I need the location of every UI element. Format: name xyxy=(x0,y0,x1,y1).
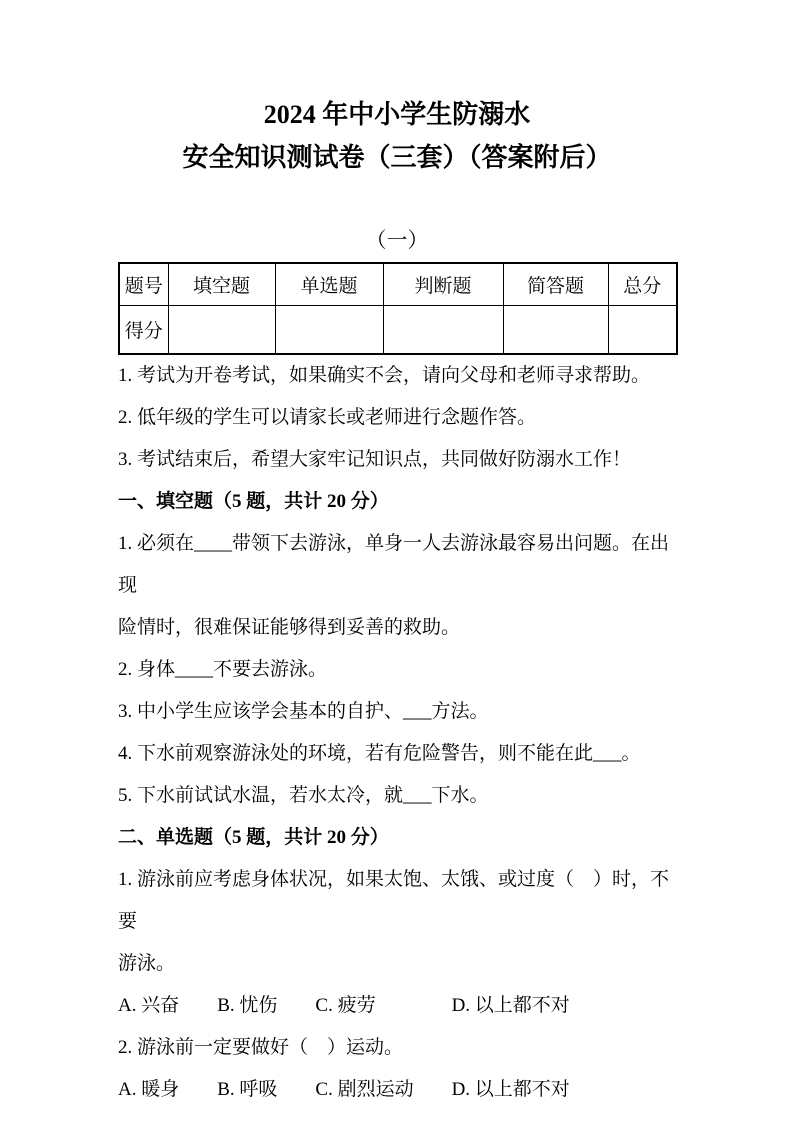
section-fill-blanks-heading: 一、填空题（5 题，共计 20 分） xyxy=(118,491,389,512)
score-table-header-question-number: 题号 xyxy=(119,263,168,305)
fill-blanks-question-4: 4. 下水前观察游泳处的环境，若有危险警告，则不能在此___。 xyxy=(118,743,641,764)
score-cell-fill-blanks xyxy=(168,305,275,354)
score-table-header-total: 总分 xyxy=(608,263,677,305)
score-table-header-fill-blanks: 填空题 xyxy=(168,263,275,305)
fill-blanks-question-1-line-1: 1. 必须在____带领下去游泳，单身一人去游泳最容易出问题。在出现 xyxy=(118,533,670,596)
section-single-choice-heading: 二、单选题（5 题，共计 20 分） xyxy=(118,827,389,848)
score-table-header-true-false: 判断题 xyxy=(383,263,503,305)
document-title-line1: 2024 年中小学生防溺水 xyxy=(263,100,531,129)
score-table-score-row xyxy=(119,305,677,354)
document-title-line2: 安全知识测试卷（三套）（答案附后） xyxy=(182,143,612,172)
score-cell-single-choice xyxy=(275,305,383,354)
fill-blanks-question-2: 2. 身体____不要去游泳。 xyxy=(118,659,328,680)
fill-blanks-question-3: 3. 中小学生应该学会基本的自护、___方法。 xyxy=(118,701,489,722)
score-table xyxy=(118,262,678,355)
score-cell-short-answer xyxy=(503,305,608,354)
exam-note-2: 2. 低年级的学生可以请家长或老师进行念题作答。 xyxy=(118,407,537,428)
single-choice-question-2: 2. 游泳前一定要做好（ ）运动。 xyxy=(118,1037,404,1058)
single-choice-question-1-options: A. 兴奋 B. 忧伤 C. 疲劳 D. 以上都不对 xyxy=(118,995,570,1016)
score-cell-total xyxy=(608,305,677,354)
score-cell-true-false xyxy=(383,305,503,354)
score-table-header-short-answer: 简答题 xyxy=(503,263,608,305)
score-table-header-row xyxy=(119,263,677,305)
score-table-header-single-choice: 单选题 xyxy=(275,263,383,305)
paper-number-label: （一） xyxy=(365,228,429,252)
exam-note-1: 1. 考试为开卷考试，如果确实不会，请向父母和老师寻求帮助。 xyxy=(118,365,651,386)
single-choice-question-2-options: A. 暖身 B. 呼吸 C. 剧烈运动 D. 以上都不对 xyxy=(118,1079,570,1100)
exam-note-3: 3. 考试结束后，希望大家牢记知识点，共同做好防溺水工作！ xyxy=(118,449,632,470)
single-choice-question-1-line-1: 1. 游泳前应考虑身体状况，如果太饱、太饿、或过度（ ）时，不要 xyxy=(118,869,670,932)
fill-blanks-question-1-line-2: 险情时，很难保证能够得到妥善的救助。 xyxy=(118,617,461,638)
score-row-label: 得分 xyxy=(119,305,168,354)
document-content xyxy=(118,0,676,1111)
fill-blanks-question-5: 5. 下水前试试水温，若水太冷，就___下水。 xyxy=(118,785,489,806)
single-choice-question-1-line-2: 游泳。 xyxy=(118,953,176,974)
